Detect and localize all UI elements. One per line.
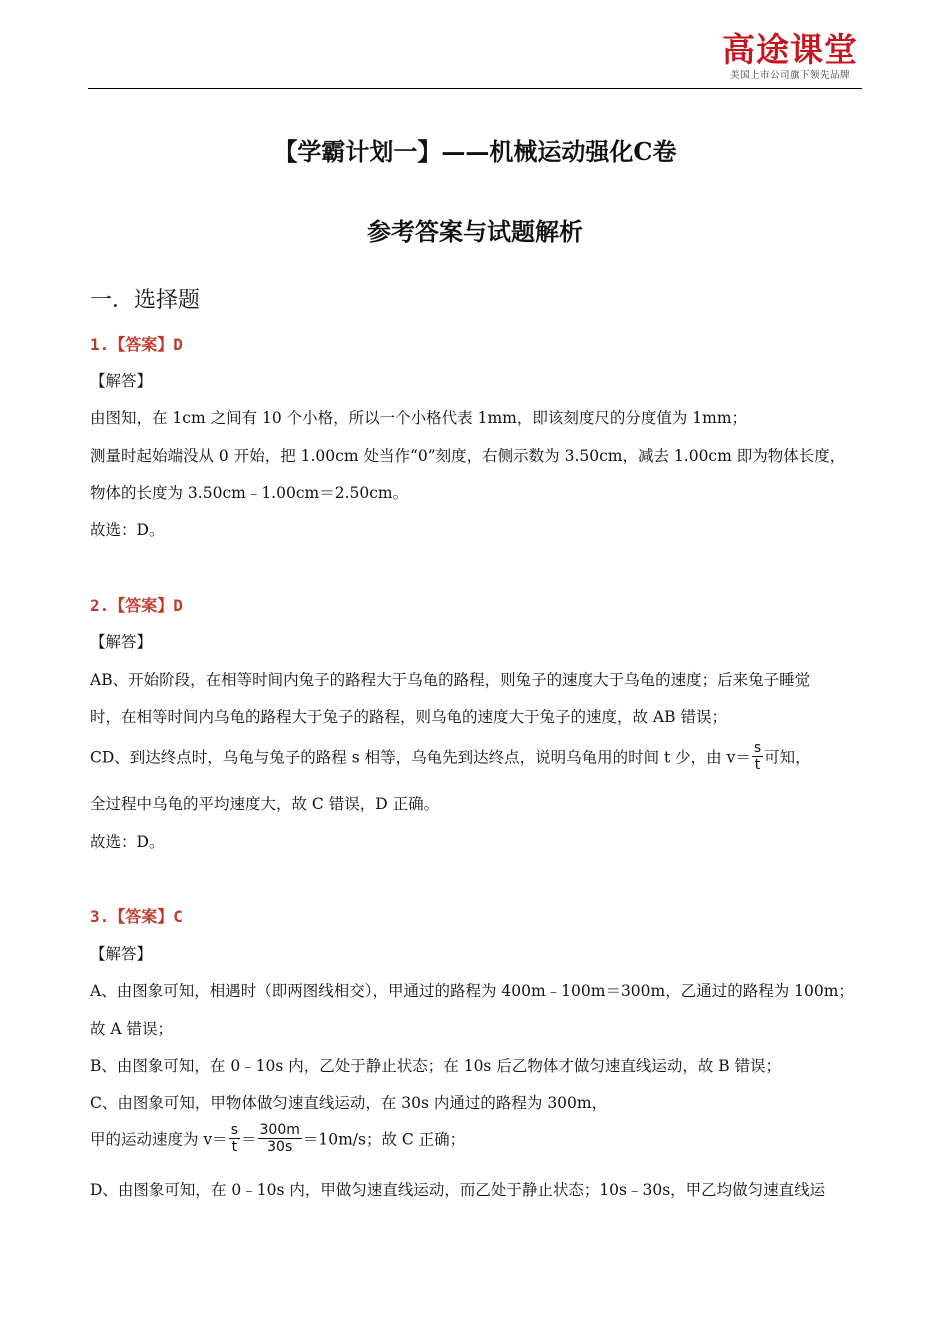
q2-line-3	[90, 742, 811, 775]
q2-solution-label: 【解答】	[90, 633, 153, 651]
fraction-denominator: 30s	[267, 1139, 293, 1155]
q3-line-1: A、由图象可知，相遇时（即两图线相交），甲通过的路程为 400m﹣100m＝300m，乙通过的路程为 100m；	[90, 982, 854, 1000]
q3-solution-label: 【解答】	[90, 945, 153, 963]
q3-line-5-text: 甲的运动速度为 v＝	[90, 1130, 228, 1149]
q2-answer: 2.【答案】D	[90, 596, 183, 615]
q2-line-2: 时，在相等时间内乌龟的路程大于兔子的路程，则乌龟的速度大于兔子的速度，故 AB 错误；	[90, 708, 727, 726]
q3-line-3: B、由图象可知，在 0﹣10s 内，乙处于静止状态；在 10s 后乙物体才做匀速直线运动，故 B 错误；	[90, 1057, 782, 1075]
q2-line-3-text: CD、到达终点时，乌龟与兔子的路程 s 相等，乌龟先到达终点，说明乌龟用的时间 t 少，由 v＝	[90, 748, 751, 767]
q1-line-4: 故选：D。	[90, 521, 165, 539]
equals-sign: ＝	[240, 1130, 257, 1149]
q3-line-5-tail: ＝10m/s；故 C 正确；	[302, 1130, 466, 1149]
logo-tagline: 美国上市公司旗下领先品牌	[729, 70, 850, 81]
q2-line-1: AB、开始阶段，在相等时间内兔子的路程大于乌龟的路程，则兔子的速度大于乌龟的速度；后来兔子睡觉	[90, 671, 811, 689]
q1-solution-label: 【解答】	[90, 372, 153, 390]
page-subtitle: 参考答案与试题解析	[367, 217, 583, 246]
q1-line-1: 由图知，在 1cm 之间有 10 个小格，所以一个小格代表 1mm，即该刻度尺的分度值为 1mm；	[90, 409, 748, 427]
page-title: 【学霸计划一】——机械运动强化C卷	[273, 137, 677, 166]
section-heading: 一．选择题	[90, 288, 201, 313]
fraction-numerator: s	[753, 740, 762, 756]
header-divider	[88, 88, 862, 89]
q3-answer: 3.【答案】C	[90, 907, 183, 926]
logo-text: 高途课堂	[722, 30, 858, 69]
fraction-numerator: 300m	[259, 1122, 300, 1138]
speed-fraction-symbolic	[229, 1122, 240, 1155]
q2-line-4: 全过程中乌龟的平均速度大，故 C 错误，D 正确。	[90, 795, 440, 813]
fraction-denominator: t	[231, 1139, 238, 1155]
q3-line-4: C、由图象可知，甲物体做匀速直线运动，在 30s 内通过的路程为 300m，	[90, 1094, 608, 1112]
fraction-numerator: s	[230, 1122, 238, 1138]
speed-fraction-values	[258, 1122, 302, 1155]
q2-line-5: 故选：D。	[90, 833, 165, 851]
q3-line-2: 故 A 错误；	[90, 1020, 174, 1038]
q1-answer: 1.【答案】D	[90, 335, 183, 354]
q3-line-6: D、由图象可知，在 0﹣10s 内，甲做匀速直线运动，而乙处于静止状态；10s﹣30s，甲乙均做匀速直线运	[90, 1181, 826, 1199]
q2-line-3-tail: 可知，	[764, 748, 811, 767]
q1-line-2: 测量时起始端没从 0 开始，把 1.00cm 处当作“0”刻度，右侧示数为 3.50cm，减去 1.00cm 即为物体长度，	[90, 447, 846, 465]
q3-line-5	[90, 1124, 465, 1157]
fraction-denominator: t	[754, 757, 761, 773]
brand-logo	[722, 30, 858, 82]
q1-line-3: 物体的长度为 3.50cm﹣1.00cm＝2.50cm。	[90, 484, 409, 502]
speed-fraction	[752, 740, 763, 773]
